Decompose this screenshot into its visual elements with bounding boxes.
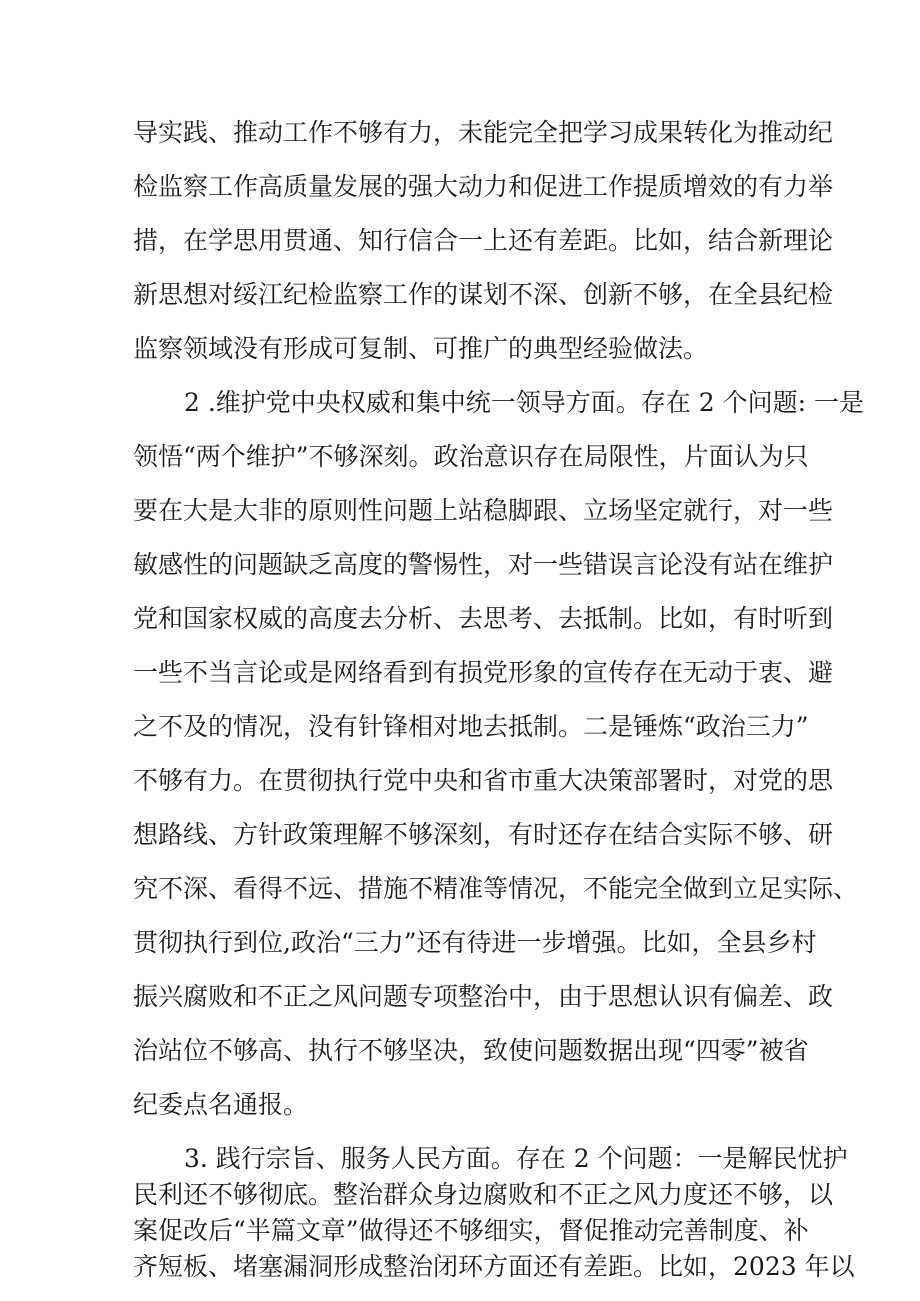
paragraph-heading: 2 .维护党中央权威和集中统一领导方面。存在 2 个问题: 一是 bbox=[184, 388, 864, 417]
text-line: 治站位不够高、执行不够坚决，致使问题数据出现“四零”被省 bbox=[133, 1036, 809, 1065]
text-line: 齐短板、堵塞漏洞形成整治闭环方面还有差距。比如，2023 年以 bbox=[133, 1252, 855, 1281]
text-line: 之不及的情况，没有针锋相对地去抵制。二是锤炼“政治三力” bbox=[133, 712, 809, 741]
paragraph-heading: 3. 践行宗旨、服务人民方面。存在 2 个问题：一是解民忧护 bbox=[184, 1144, 848, 1173]
text-line: 监察领域没有形成可复制、可推广的典型经验做法。 bbox=[133, 334, 709, 363]
text-line: 导实践、推动工作不够有力，未能完全把学习成果转化为推动纪 bbox=[133, 118, 834, 147]
text-line: 不够有力。在贯彻执行党中央和省市重大决策部署时，对党的思 bbox=[133, 766, 834, 795]
text-line: 案促改后“半篇文章”做得还不够细实，督促推动完善制度、补 bbox=[133, 1216, 809, 1245]
text-line: 敏感性的问题缺乏高度的警惕性，对一些错误言论没有站在维护 bbox=[133, 550, 834, 579]
text-line: 究不深、看得不远、措施不精准等情况，不能完全做到立足实际、 bbox=[133, 874, 859, 903]
text-line: 纪委点名通报。 bbox=[133, 1090, 309, 1119]
text-line: 检监察工作高质量发展的强大动力和促进工作提质增效的有力举 bbox=[133, 172, 834, 201]
text-line: 想路线、方针政策理解不够深刻，有时还存在结合实际不够、研 bbox=[133, 820, 834, 849]
text-line: 民利还不够彻底。整治群众身边腐败和不正之风力度还不够，以 bbox=[133, 1180, 834, 1209]
text-line: 贯彻执行到位,政治“三力”还有待进一步增强。比如，全县乡村 bbox=[133, 928, 817, 957]
text-line: 新思想对绥江纪检监察工作的谋划不深、创新不够，在全县纪检 bbox=[133, 280, 834, 309]
text-line: 领悟“两个维护”不够深刻。政治意识存在局限性，片面认为只 bbox=[133, 442, 809, 471]
text-line: 党和国家权威的高度去分析、去思考、去抵制。比如，有时听到 bbox=[133, 604, 834, 633]
text-line: 措，在学思用贯通、知行信合一上还有差距。比如，结合新理论 bbox=[133, 226, 834, 255]
text-line: 一些不当言论或是网络看到有损党形象的宣传存在无动于衷、避 bbox=[133, 658, 834, 687]
text-line: 要在大是大非的原则性问题上站稳脚跟、立场坚定就行，对一些 bbox=[133, 496, 834, 525]
text-line: 振兴腐败和不正之风问题专项整治中，由于思想认识有偏差、政 bbox=[133, 982, 834, 1011]
